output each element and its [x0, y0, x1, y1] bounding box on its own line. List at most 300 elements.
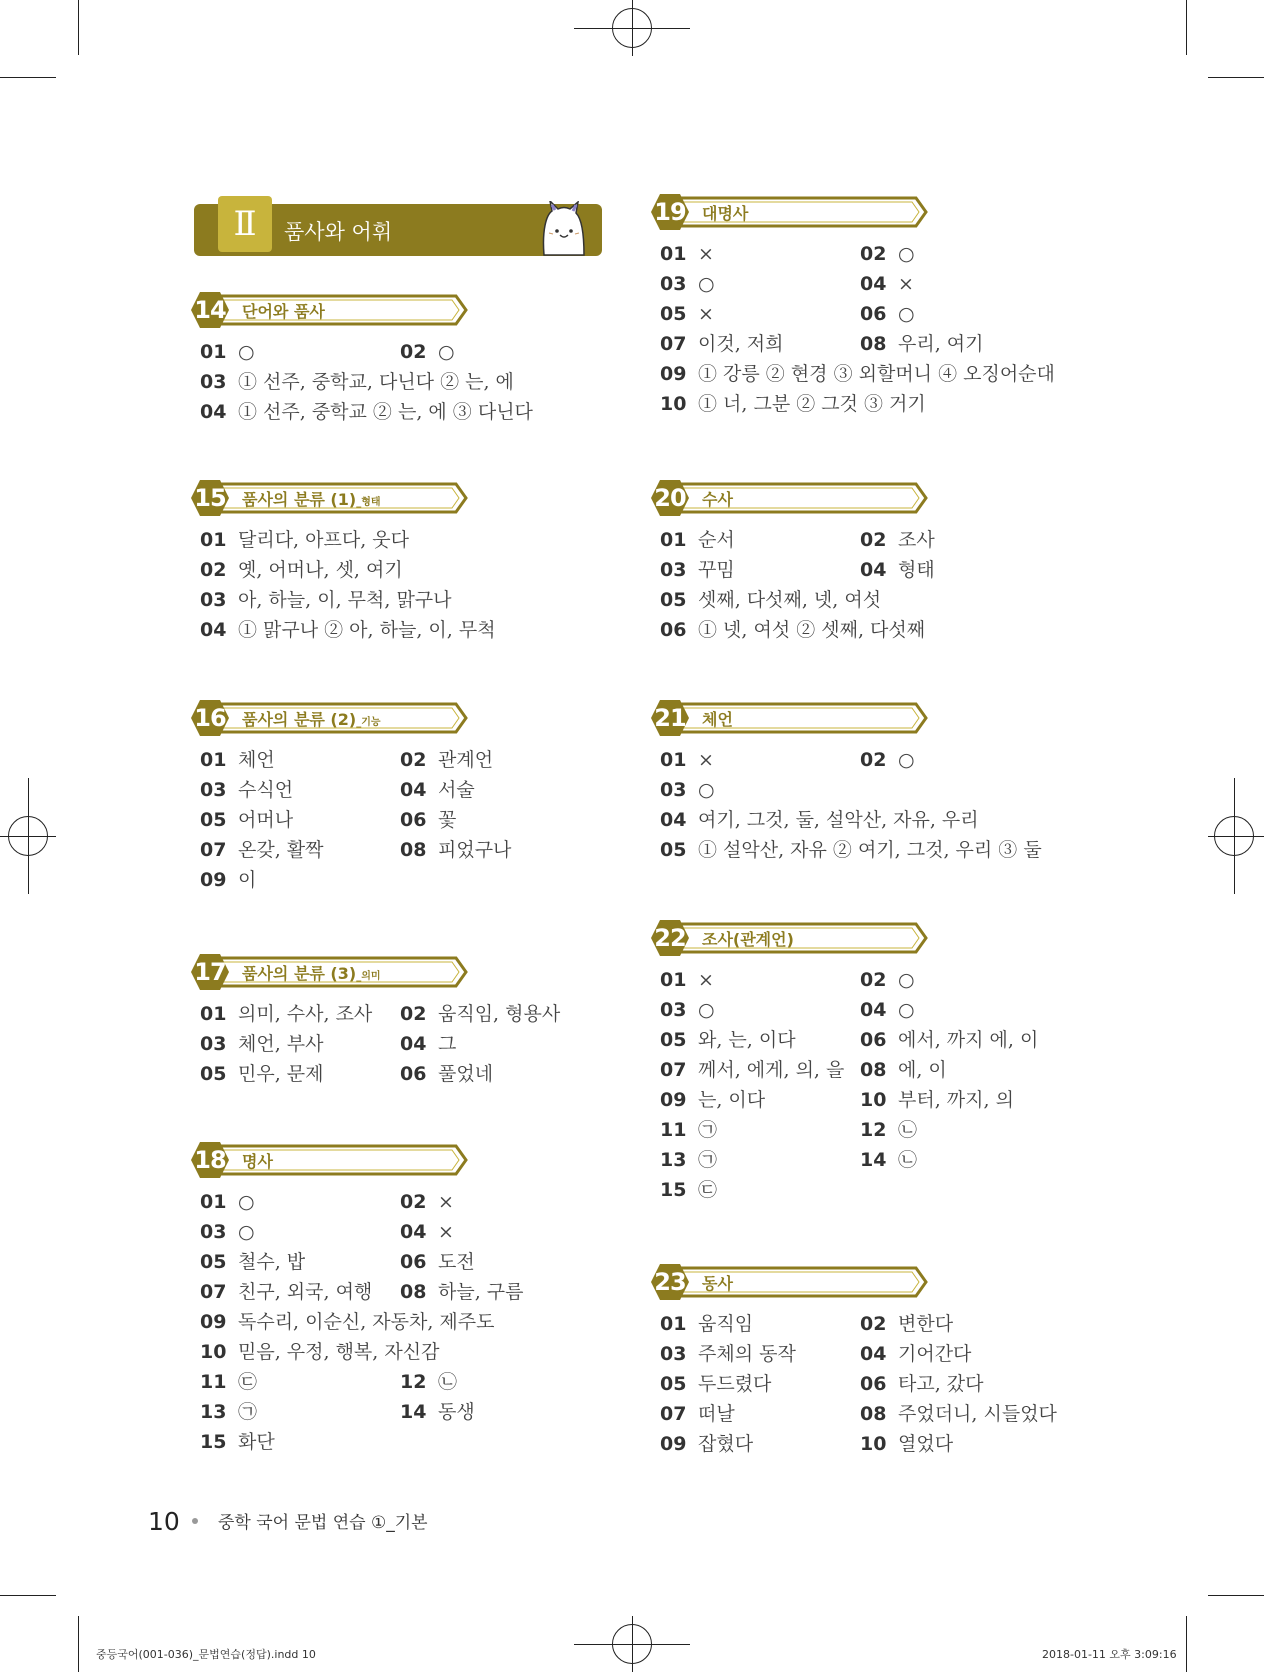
answer-text: ○: [898, 969, 915, 991]
answer-row: [660, 808, 979, 832]
registration-circle: [612, 1624, 652, 1664]
section-title: [242, 299, 325, 322]
answer-number: 04: [860, 273, 887, 295]
answer-row: [860, 1372, 984, 1396]
answer-text: 두드렸다: [698, 1373, 772, 1395]
answer-number: 06: [860, 1373, 887, 1395]
answer-row: [860, 272, 914, 296]
answer-row: [200, 1310, 495, 1334]
answer-row: [660, 968, 714, 992]
answer-row: [200, 1340, 439, 1364]
answer-text: 변한다: [898, 1313, 954, 1335]
registration-circle: [612, 8, 652, 48]
answer-row: [860, 1402, 1057, 1426]
section-title: [702, 487, 733, 510]
section-number: 22: [654, 924, 686, 952]
bullet-icon: [192, 1518, 198, 1524]
section-number: 20: [654, 484, 686, 512]
section-title-text: 단어와 품사: [242, 302, 325, 321]
answer-row: [400, 1032, 456, 1056]
answer-row: [660, 528, 735, 552]
answer-row: [860, 302, 915, 326]
answer-row: [660, 1148, 717, 1172]
answer-row: [860, 1118, 917, 1142]
answer-number: 05: [660, 1029, 687, 1051]
answer-row: [660, 1088, 765, 1112]
crop-mark: [1208, 1595, 1264, 1596]
answer-text: 떠날: [698, 1403, 735, 1425]
answer-number: 02: [200, 559, 227, 581]
answer-number: 04: [860, 1343, 887, 1365]
answer-row: [860, 1058, 947, 1082]
answer-row: [200, 1220, 255, 1244]
answer-number: 12: [860, 1119, 887, 1141]
answer-number: 01: [200, 1191, 227, 1213]
section-header: [650, 192, 930, 232]
answer-text: ① 넷, 여섯 ② 셋째, 다섯째: [698, 619, 926, 641]
answer-number: 04: [660, 809, 687, 831]
answer-number: 01: [200, 529, 227, 551]
answer-text: 순서: [698, 529, 735, 551]
section-title: [702, 201, 748, 224]
answer-text: ㉠: [238, 1401, 258, 1423]
answer-number: 01: [660, 1313, 687, 1335]
section-title-text: 명사: [242, 1152, 273, 1171]
answer-text: 여기, 그것, 둘, 설악산, 자유, 우리: [698, 809, 979, 831]
answer-row: [860, 1148, 917, 1172]
answer-number: 02: [860, 529, 887, 551]
answer-text: 철수, 밥: [238, 1251, 306, 1273]
answer-row: [200, 748, 275, 772]
answer-text: 체언: [238, 749, 275, 771]
answer-text: 잡혔다: [698, 1433, 754, 1455]
section-number: 21: [654, 704, 686, 732]
answer-row: [660, 1372, 771, 1396]
answer-number: 12: [400, 1371, 427, 1393]
answer-text: ○: [238, 1221, 255, 1243]
answer-number: 14: [400, 1401, 427, 1423]
answer-text: 화단: [238, 1431, 275, 1453]
answer-number: 09: [660, 363, 687, 385]
answer-row: [200, 1430, 275, 1454]
answer-text: ×: [698, 243, 714, 265]
answer-text: ○: [898, 999, 915, 1021]
answer-number: 03: [660, 273, 687, 295]
answer-text: 는, 이다: [698, 1089, 766, 1111]
section-title: [242, 961, 381, 984]
answer-number: 06: [860, 303, 887, 325]
answer-number: 13: [660, 1149, 687, 1171]
section-subtitle: _형태: [356, 497, 381, 508]
answer-row: [860, 242, 915, 266]
section-title: [702, 707, 733, 730]
answer-number: 02: [860, 749, 887, 771]
answer-row: [860, 1088, 1014, 1112]
answer-number: 10: [660, 393, 687, 415]
answer-number: 02: [400, 1191, 427, 1213]
section-header: [650, 918, 930, 958]
answer-text: ① 선주, 중학교 ② 는, 에 ③ 다닌다: [238, 401, 533, 423]
answer-number: 03: [200, 371, 227, 393]
answer-row: [400, 1400, 475, 1424]
answer-row: [200, 808, 293, 832]
section-subtitle: _의미: [356, 971, 381, 982]
answer-text: ○: [698, 273, 715, 295]
section-title: [242, 1149, 273, 1172]
answer-row: [400, 808, 456, 832]
answer-row: [660, 392, 926, 416]
answer-row: [400, 1002, 560, 1026]
answer-number: 04: [200, 619, 227, 641]
answer-number: 10: [860, 1089, 887, 1111]
answer-number: 08: [400, 1281, 427, 1303]
answer-row: [660, 1432, 753, 1456]
section-title-text: 품사의 분류 (3): [242, 964, 357, 983]
answer-text: ㉢: [238, 1371, 258, 1393]
answer-number: 01: [660, 969, 687, 991]
answer-row: [400, 340, 455, 364]
answer-row: [200, 1190, 255, 1214]
answer-text: ×: [698, 303, 714, 325]
answer-number: 03: [660, 779, 687, 801]
answer-text: ㉡: [898, 1149, 918, 1171]
answer-text: 꾸밈: [698, 559, 735, 581]
answer-text: 형태: [898, 559, 935, 581]
section-number: 15: [194, 484, 226, 512]
crop-mark: [0, 1595, 56, 1596]
answer-row: [660, 838, 1042, 862]
answer-text: ㉠: [698, 1119, 718, 1141]
answer-row: [660, 1402, 735, 1426]
answer-number: 02: [400, 341, 427, 363]
answer-row: [660, 588, 881, 612]
answer-number: 09: [200, 869, 227, 891]
crop-mark: [0, 77, 56, 78]
answer-text: 체언, 부사: [238, 1033, 324, 1055]
answer-text: ○: [238, 1191, 255, 1213]
answer-text: ① 너, 그분 ② 그것 ③ 거기: [698, 393, 926, 415]
answer-row: [860, 1342, 971, 1366]
answer-number: 15: [660, 1179, 687, 1201]
answer-text: ×: [698, 969, 714, 991]
section-number: 17: [194, 958, 226, 986]
answer-number: 07: [660, 1059, 687, 1081]
answer-row: [200, 1400, 257, 1424]
answer-number: 01: [200, 341, 227, 363]
answer-number: 05: [200, 809, 227, 831]
answer-text: 이: [238, 869, 257, 891]
answer-number: 05: [660, 303, 687, 325]
section-number: 18: [194, 1146, 226, 1174]
answer-text: ㉡: [438, 1371, 458, 1393]
section-number: 19: [654, 198, 686, 226]
answer-text: 께서, 에게, 의, 을: [698, 1059, 845, 1081]
answer-row: [200, 370, 514, 394]
answer-number: 02: [860, 969, 887, 991]
answer-number: 07: [200, 1281, 227, 1303]
answer-number: 01: [200, 749, 227, 771]
section-header: [190, 478, 470, 518]
answer-row: [660, 1178, 717, 1202]
answer-number: 04: [400, 1221, 427, 1243]
answer-row: [660, 558, 735, 582]
answer-text: ○: [698, 779, 715, 801]
answer-number: 10: [860, 1433, 887, 1455]
answer-row: [860, 1312, 953, 1336]
answer-number: 03: [200, 589, 227, 611]
answer-text: 꽃: [438, 809, 457, 831]
section-title: [242, 707, 381, 730]
answer-number: 01: [660, 529, 687, 551]
answer-number: 09: [200, 1311, 227, 1333]
answer-text: 움직임: [698, 1313, 754, 1335]
answer-text: 옛, 어머나, 셋, 여기: [238, 559, 403, 581]
answer-row: [860, 998, 915, 1022]
section-header: [190, 952, 470, 992]
answer-row: [660, 998, 715, 1022]
section-title-text: 수사: [702, 490, 733, 509]
section-title-text: 품사의 분류 (1): [242, 490, 357, 509]
answer-number: 04: [400, 779, 427, 801]
answer-row: [200, 1002, 372, 1026]
answer-text: 에서, 까지 에, 이: [898, 1029, 1039, 1051]
section-header: [190, 698, 470, 738]
answer-text: ○: [898, 243, 915, 265]
answer-row: [860, 968, 915, 992]
crop-mark: [78, 1616, 79, 1672]
answer-text: ×: [438, 1191, 454, 1213]
answer-text: 수식언: [238, 779, 294, 801]
answer-number: 14: [860, 1149, 887, 1171]
answer-number: 05: [200, 1251, 227, 1273]
answer-row: [860, 1432, 953, 1456]
answer-number: 07: [660, 333, 687, 355]
answer-number: 06: [400, 809, 427, 831]
section-title-text: 동사: [702, 1274, 733, 1293]
answer-number: 06: [400, 1251, 427, 1273]
answer-number: 04: [860, 559, 887, 581]
book-title: 중학 국어 문법 연습 ①_기본: [218, 1513, 428, 1533]
answer-number: 02: [860, 1313, 887, 1335]
section-title-text: 대명사: [702, 204, 749, 223]
answer-number: 05: [200, 1063, 227, 1085]
answer-number: 03: [200, 1033, 227, 1055]
answer-text: 도전: [438, 1251, 475, 1273]
answer-row: [400, 1062, 493, 1086]
answer-text: ○: [898, 749, 915, 771]
answer-row: [660, 748, 714, 772]
answer-row: [200, 618, 496, 642]
answer-text: 기어간다: [898, 1343, 972, 1365]
answer-text: ○: [238, 341, 255, 363]
answer-text: 와, 는, 이다: [698, 1029, 796, 1051]
answer-number: 05: [660, 839, 687, 861]
section-title: [702, 1271, 733, 1294]
section-number: 23: [654, 1268, 686, 1296]
section-title-text: 체언: [702, 710, 733, 729]
answer-text: 이것, 저희: [698, 333, 784, 355]
answer-row: [400, 838, 511, 862]
answer-row: [200, 838, 324, 862]
answer-number: 06: [400, 1063, 427, 1085]
answer-number: 01: [200, 1003, 227, 1025]
answer-text: ㉢: [698, 1179, 718, 1201]
section-number: 16: [194, 704, 226, 732]
answer-row: [400, 1370, 457, 1394]
answer-number: 08: [400, 839, 427, 861]
answer-number: 08: [860, 1403, 887, 1425]
section-header: [190, 1140, 470, 1180]
answer-text: ① 선주, 중학교, 다닌다 ② 는, 에: [238, 371, 514, 393]
answer-text: 온갖, 활짝: [238, 839, 324, 861]
answer-number: 08: [860, 333, 887, 355]
crop-mark: [78, 0, 79, 55]
answer-row: [660, 618, 925, 642]
answer-row: [200, 868, 256, 892]
section-subtitle: _기능: [356, 717, 381, 728]
answer-row: [660, 362, 1055, 386]
answer-text: 열었다: [898, 1433, 954, 1455]
answer-row: [400, 778, 475, 802]
answer-text: ×: [438, 1221, 454, 1243]
answer-text: 어머나: [238, 809, 294, 831]
answer-number: 02: [860, 243, 887, 265]
answer-row: [860, 332, 984, 356]
answer-number: 07: [200, 839, 227, 861]
answer-number: 11: [200, 1371, 227, 1393]
answer-row: [200, 558, 403, 582]
answer-text: ×: [898, 273, 914, 295]
section-header: [650, 698, 930, 738]
answer-number: 03: [200, 1221, 227, 1243]
answer-text: 믿음, 우정, 행복, 자신감: [238, 1341, 440, 1363]
answer-row: [200, 1062, 324, 1086]
answer-row: [660, 242, 714, 266]
answer-row: [660, 1312, 753, 1336]
answer-text: 조사: [898, 529, 935, 551]
answer-row: [400, 1280, 524, 1304]
answer-number: 10: [200, 1341, 227, 1363]
registration-circle: [8, 816, 48, 856]
answer-number: 03: [660, 559, 687, 581]
answer-row: [200, 1280, 372, 1304]
answer-text: 의미, 수사, 조사: [238, 1003, 373, 1025]
answer-row: [660, 302, 714, 326]
answer-number: 09: [660, 1433, 687, 1455]
section-header: [650, 478, 930, 518]
answer-row: [200, 1250, 305, 1274]
answer-number: 15: [200, 1431, 227, 1453]
answer-text: 풀었네: [438, 1063, 494, 1085]
answer-row: [200, 1032, 324, 1056]
answer-text: 그: [438, 1033, 457, 1055]
answer-number: 01: [660, 749, 687, 771]
answer-number: 01: [660, 243, 687, 265]
unit-numeral: Ⅱ: [218, 196, 272, 252]
answer-number: 02: [400, 749, 427, 771]
mascot-icon: [538, 201, 588, 257]
unit-title: 품사와 어휘: [284, 220, 393, 244]
answer-text: 친구, 외국, 여행: [238, 1281, 373, 1303]
crop-mark: [1186, 1616, 1187, 1672]
answer-number: 03: [660, 1343, 687, 1365]
section-title: [242, 487, 381, 510]
answer-text: 민우, 문제: [238, 1063, 324, 1085]
answer-number: 02: [400, 1003, 427, 1025]
answer-text: ○: [698, 999, 715, 1021]
answer-text: 독수리, 이순신, 자동차, 제주도: [238, 1311, 495, 1333]
section-header: [190, 290, 470, 330]
answer-text: 달리다, 아프다, 웃다: [238, 529, 409, 551]
answer-row: [200, 400, 533, 424]
answer-text: 동생: [438, 1401, 475, 1423]
answer-text: 에, 이: [898, 1059, 947, 1081]
answer-number: 07: [660, 1403, 687, 1425]
answer-row: [200, 778, 293, 802]
page-number: 10: [148, 1507, 180, 1536]
answer-row: [660, 272, 715, 296]
answer-row: [860, 748, 915, 772]
answer-number: 04: [400, 1033, 427, 1055]
answer-text: ① 맑구나 ② 아, 하늘, 이, 무척: [238, 619, 496, 641]
answer-text: ○: [898, 303, 915, 325]
answer-number: 05: [660, 1373, 687, 1395]
answer-row: [660, 1058, 844, 1082]
answer-number: 08: [860, 1059, 887, 1081]
answer-text: ㉡: [898, 1119, 918, 1141]
answer-text: 타고, 갔다: [898, 1373, 984, 1395]
crop-mark: [1186, 0, 1187, 55]
crop-mark: [1208, 77, 1264, 78]
answer-number: 13: [200, 1401, 227, 1423]
section-title-text: 조사(관계언): [702, 930, 794, 949]
answer-text: 하늘, 구름: [438, 1281, 524, 1303]
answer-text: 관계언: [438, 749, 494, 771]
answer-row: [660, 1342, 796, 1366]
answer-row: [660, 332, 784, 356]
answer-row: [660, 778, 715, 802]
answer-text: 아, 하늘, 이, 무척, 맑구나: [238, 589, 452, 611]
answer-row: [400, 1190, 454, 1214]
answer-text: ① 강릉 ② 현경 ③ 외할머니 ④ 오징어순대: [698, 363, 1055, 385]
answer-row: [200, 528, 409, 552]
answer-row: [660, 1118, 717, 1142]
date-slug: 2018-01-11 오후 3:09:16: [1042, 1648, 1177, 1661]
answer-row: [400, 1250, 475, 1274]
answer-row: [200, 340, 255, 364]
section-title: [702, 927, 794, 950]
answer-text: 우리, 여기: [898, 333, 984, 355]
answer-number: 05: [660, 589, 687, 611]
answer-number: 04: [200, 401, 227, 423]
answer-text: ×: [698, 749, 714, 771]
answer-row: [860, 528, 935, 552]
answer-text: ㉠: [698, 1149, 718, 1171]
answer-number: 11: [660, 1119, 687, 1141]
answer-text: ○: [438, 341, 455, 363]
answer-text: 서술: [438, 779, 475, 801]
answer-row: [660, 1028, 796, 1052]
answer-row: [200, 1370, 257, 1394]
answer-row: [860, 1028, 1038, 1052]
answer-row: [400, 748, 493, 772]
answer-number: 03: [200, 779, 227, 801]
answer-text: 셋째, 다섯째, 넷, 여섯: [698, 589, 882, 611]
answer-text: 부터, 까지, 의: [898, 1089, 1014, 1111]
section-header: [650, 1262, 930, 1302]
answer-number: 06: [860, 1029, 887, 1051]
answer-number: 09: [660, 1089, 687, 1111]
